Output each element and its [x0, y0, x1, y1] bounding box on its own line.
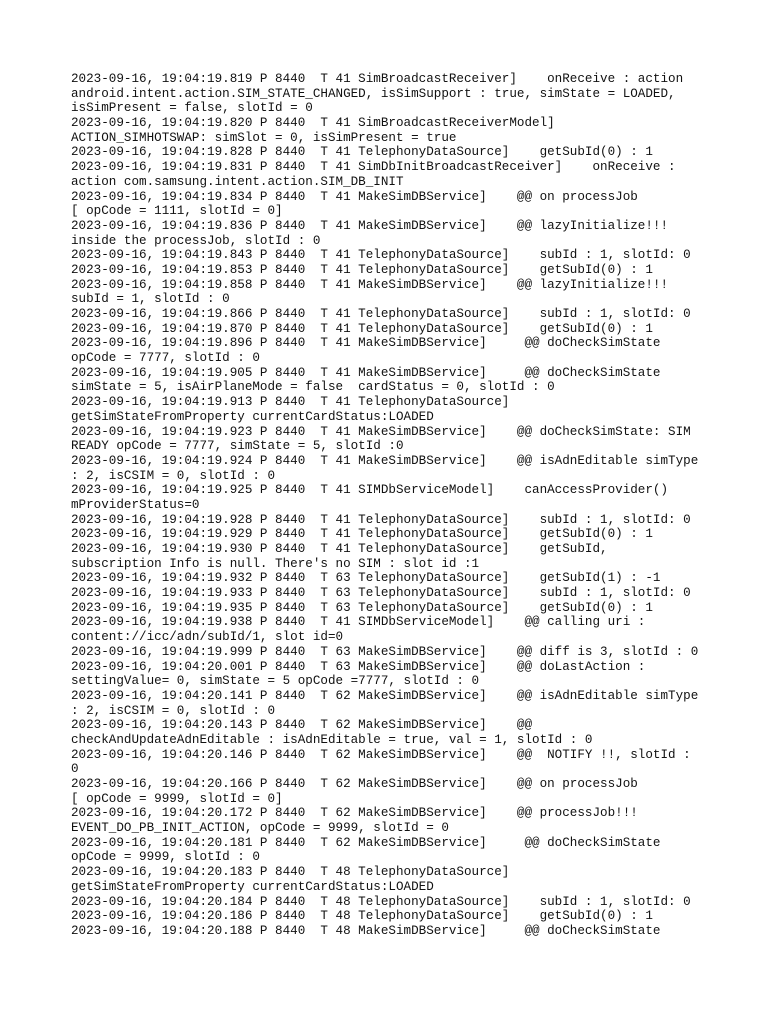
log-line: 2023-09-16, 19:04:19.928 P 8440 T 41 TelephonyDataSource] subId : 1, slotId: 0 — [71, 512, 691, 527]
log-line: getSimStateFromProperty currentCardStatus:LOADED — [71, 879, 434, 894]
log-line: 2023-09-16, 19:04:19.924 P 8440 T 41 MakeSimDBService] @@ isAdnEditable simType — [71, 453, 699, 468]
log-line: 2023-09-16, 19:04:20.181 P 8440 T 62 MakeSimDBService] @@ doCheckSimState — [71, 835, 661, 850]
log-line: 2023-09-16, 19:04:19.935 P 8440 T 63 TelephonyDataSource] getSubId(0) : 1 — [71, 600, 653, 615]
log-line: 2023-09-16, 19:04:20.172 P 8440 T 62 MakeSimDBService] @@ processJob!!! — [71, 806, 638, 821]
log-line: 2023-09-16, 19:04:19.938 P 8440 T 41 SIMDbServiceModel] @@ calling uri : — [71, 615, 646, 630]
log-line: 2023-09-16, 19:04:19.828 P 8440 T 41 TelephonyDataSource] getSubId(0) : 1 — [71, 145, 653, 160]
log-line: 2023-09-16, 19:04:20.001 P 8440 T 63 MakeSimDBService] @@ doLastAction : — [71, 659, 646, 674]
log-line: : 2, isCSIM = 0, slotId : 0 — [71, 703, 276, 718]
log-line: content://icc/adn/subId/1, slot id=0 — [71, 630, 344, 645]
log-line: 2023-09-16, 19:04:19.820 P 8440 T 41 SimBroadcastReceiverModel] — [71, 116, 555, 131]
log-line: 2023-09-16, 19:04:19.836 P 8440 T 41 MakeSimDBService] @@ lazyInitialize!!! — [71, 218, 669, 233]
log-line: 2023-09-16, 19:04:19.866 P 8440 T 41 TelephonyDataSource] subId : 1, slotId: 0 — [71, 307, 691, 321]
log-line: getSimStateFromProperty currentCardStatus:LOADED — [71, 409, 434, 424]
log-line: opCode = 9999, slotId : 0 — [71, 850, 260, 865]
log-line: settingValue= 0, simState = 5 opCode =7777, slotId : 0 — [71, 674, 480, 689]
log-line: 2023-09-16, 19:04:20.146 P 8440 T 62 MakeSimDBService] @@ NOTIFY !!, slotId : — [71, 747, 691, 762]
log-line: 0 — [71, 762, 79, 777]
log-line: 2023-09-16, 19:04:19.932 P 8440 T 63 TelephonyDataSource] getSubId(1) : -1 — [71, 571, 661, 586]
log-line: android.intent.action.SIM_STATE_CHANGED, isSimSupport : true, simState = LOADED, — [71, 86, 676, 101]
log-line: 2023-09-16, 19:04:20.141 P 8440 T 62 MakeSimDBService] @@ isAdnEditable simType — [71, 688, 699, 703]
log-line: 2023-09-16, 19:04:19.843 P 8440 T 41 TelephonyDataSource] subId : 1, slotId: 0 — [71, 248, 691, 263]
log-document-page — [71, 72, 711, 939]
log-line: 2023-09-16, 19:04:19.925 P 8440 T 41 SIMDbServiceModel] canAccessProvider() — [71, 483, 669, 498]
log-line: 2023-09-16, 19:04:19.999 P 8440 T 63 MakeSimDBService] @@ diff is 3, slotId : 0 — [71, 644, 699, 659]
log-line: : 2, isCSIM = 0, slotId : 0 — [71, 468, 276, 483]
log-line: 2023-09-16, 19:04:19.923 P 8440 T 41 MakeSimDBService] @@ doCheckSimState: SIM — [71, 424, 691, 439]
log-line: subscription Info is null. There's no SIM : slot id :1 — [71, 556, 480, 571]
log-line: simState = 5, isAirPlaneMode = false cardStatus = 0, slotId : 0 — [71, 380, 555, 395]
log-line: 2023-09-16, 19:04:19.929 P 8440 T 41 TelephonyDataSource] getSubId(0) : 1 — [71, 527, 653, 542]
log-line: 2023-09-16, 19:04:19.933 P 8440 T 63 TelephonyDataSource] subId : 1, slotId: 0 — [71, 586, 691, 601]
log-line: 2023-09-16, 19:04:19.870 P 8440 T 41 TelephonyDataSource] getSubId(0) : 1 — [71, 321, 653, 336]
log-line: 2023-09-16, 19:04:19.819 P 8440 T 41 SimBroadcastReceiver] onReceive : action — [71, 72, 684, 86]
log-line: 2023-09-16, 19:04:20.184 P 8440 T 48 TelephonyDataSource] subId : 1, slotId: 0 — [71, 894, 691, 909]
log-line: opCode = 7777, slotId : 0 — [71, 351, 260, 366]
log-line: [ opCode = 9999, slotId = 0] — [71, 791, 283, 806]
log-line: 2023-09-16, 19:04:19.834 P 8440 T 41 MakeSimDBService] @@ on processJob — [71, 189, 638, 204]
log-line: inside the processJob, slotId : 0 — [71, 233, 321, 248]
log-line: checkAndUpdateAdnEditable : isAdnEditable = true, val = 1, slotId : 0 — [71, 732, 593, 747]
log-line: 2023-09-16, 19:04:19.905 P 8440 T 41 MakeSimDBService] @@ doCheckSimState — [71, 365, 661, 380]
log-line: 2023-09-16, 19:04:20.183 P 8440 T 48 TelephonyDataSource] — [71, 865, 510, 880]
log-line: [ opCode = 1111, slotId = 0] — [71, 204, 283, 219]
log-line: 2023-09-16, 19:04:19.831 P 8440 T 41 SimDbInitBroadcastReceiver] onReceive : — [71, 160, 676, 175]
log-line: 2023-09-16, 19:04:19.858 P 8440 T 41 MakeSimDBService] @@ lazyInitialize!!! — [71, 277, 669, 292]
log-line: 2023-09-16, 19:04:19.896 P 8440 T 41 MakeSimDBService] @@ doCheckSimState — [71, 336, 661, 351]
log-line: READY opCode = 7777, simState = 5, slotId :0 — [71, 439, 404, 454]
log-text-block — [71, 72, 711, 939]
log-line: 2023-09-16, 19:04:19.930 P 8440 T 41 TelephonyDataSource] getSubId, — [71, 542, 608, 556]
log-line: ACTION_SIMHOTSWAP: simSlot = 0, isSimPresent = true — [71, 130, 457, 145]
log-line: EVENT_DO_PB_INIT_ACTION, opCode = 9999, slotId = 0 — [71, 821, 449, 836]
log-line: mProviderStatus=0 — [71, 497, 200, 512]
log-line: 2023-09-16, 19:04:20.166 P 8440 T 62 MakeSimDBService] @@ on processJob — [71, 777, 638, 791]
log-line: isSimPresent = false, slotId = 0 — [71, 101, 313, 116]
log-line: 2023-09-16, 19:04:20.188 P 8440 T 48 MakeSimDBService] @@ doCheckSimState — [71, 923, 661, 938]
log-line: 2023-09-16, 19:04:19.853 P 8440 T 41 TelephonyDataSource] getSubId(0) : 1 — [71, 262, 653, 277]
log-line: 2023-09-16, 19:04:20.143 P 8440 T 62 MakeSimDBService] @@ — [71, 718, 533, 733]
log-line: 2023-09-16, 19:04:20.186 P 8440 T 48 TelephonyDataSource] getSubId(0) : 1 — [71, 909, 653, 924]
log-line: subId = 1, slotId : 0 — [71, 292, 230, 307]
log-line: 2023-09-16, 19:04:19.913 P 8440 T 41 TelephonyDataSource] — [71, 395, 510, 410]
log-line: action com.samsung.intent.action.SIM_DB_INIT — [71, 174, 404, 189]
